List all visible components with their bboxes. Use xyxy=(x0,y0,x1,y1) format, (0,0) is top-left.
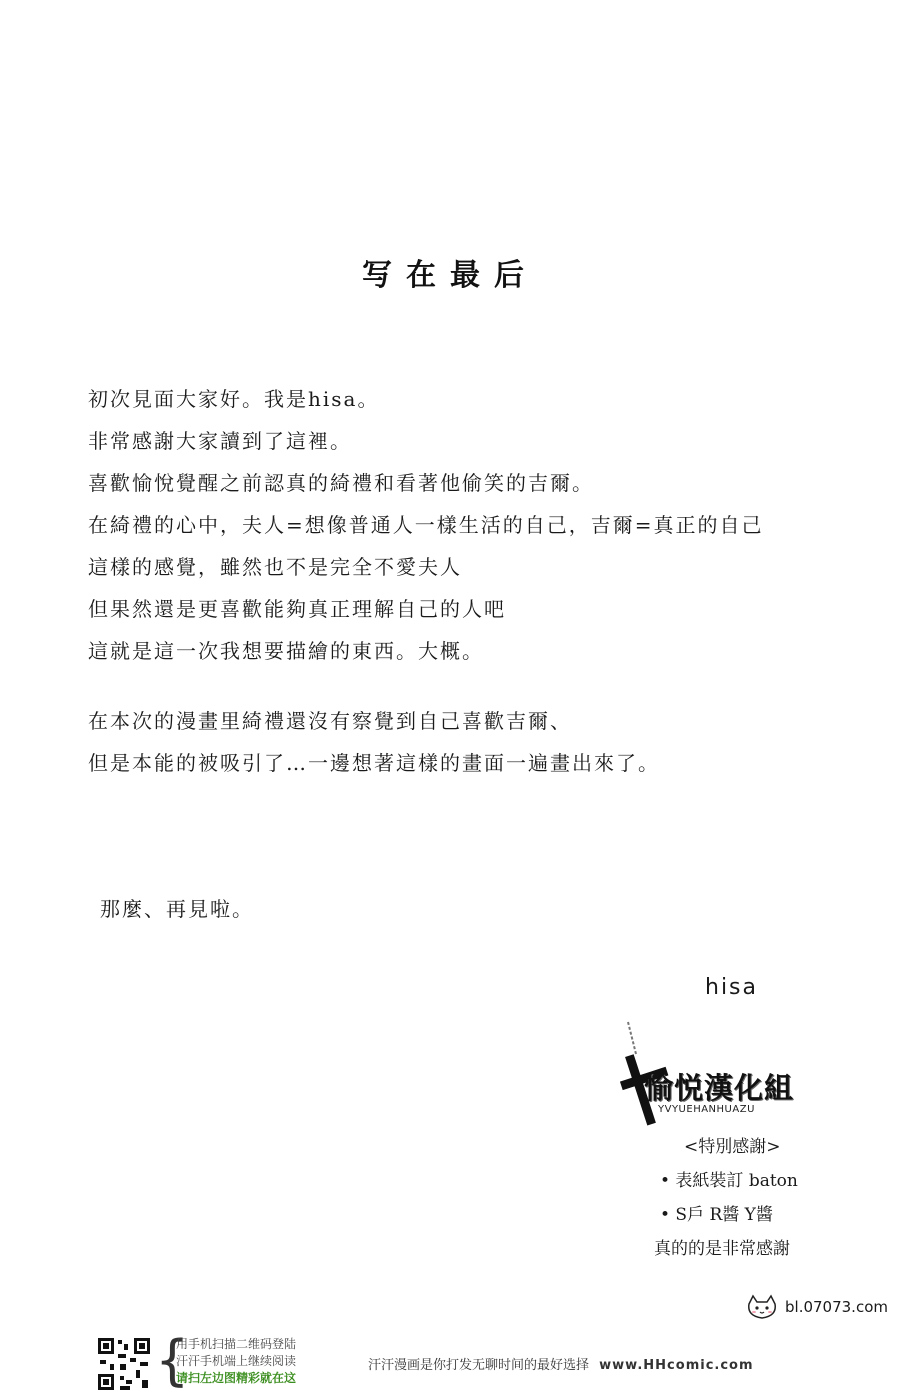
watermark-url[interactable]: bl.07073.com xyxy=(785,1298,888,1316)
site-watermark xyxy=(745,1292,895,1322)
footer-banner xyxy=(0,1330,900,1400)
footer-line: 用手机扫描二维码登陆 xyxy=(176,1337,297,1351)
slogan-text: 汗汗漫画是你打发无聊时间的最好选择 xyxy=(368,1358,590,1373)
thanks-item: • 表紙裝訂 baton xyxy=(660,1171,798,1191)
afterword-body xyxy=(88,378,868,784)
footer-slogan xyxy=(368,1354,754,1373)
body-line: 非常感謝大家讀到了這裡。 xyxy=(88,429,352,453)
special-thanks xyxy=(630,1130,850,1266)
body-line: 喜歡愉悅覺醒之前認真的綺禮和看著他偷笑的吉爾。 xyxy=(88,471,594,495)
body-line: 在綺禮的心中，夫人=想像普通人一樣生活的自己，吉爾=真正的自己 xyxy=(88,513,764,537)
qr-code-icon[interactable] xyxy=(96,1336,152,1392)
group-logo xyxy=(614,1018,824,1128)
thanks-heading: <特別感謝> xyxy=(684,1137,781,1157)
footer-instructions xyxy=(176,1336,296,1387)
farewell-text: 那麼、再見啦。 xyxy=(100,897,254,921)
logo-title: 愉悦漢化組 xyxy=(644,1071,795,1105)
body-line: 初次見面大家好。我是hisa。 xyxy=(88,387,380,411)
paragraph-gap xyxy=(88,672,868,700)
page-title: 写在最后 xyxy=(362,258,538,293)
footer-line: 汗汗手机端上继续阅读 xyxy=(176,1354,297,1368)
author-signature: hisa xyxy=(705,975,758,1000)
thanks-item: • S戶 R醬 Y醬 xyxy=(660,1205,773,1225)
brace-divider: { xyxy=(155,1329,190,1392)
cat-face-icon xyxy=(745,1294,779,1320)
logo-subtitle: YVYUEHANHUAZU xyxy=(658,1104,755,1115)
footer-line-highlight: 请扫左边图精彩就在这 xyxy=(176,1371,297,1385)
body-line: 但果然還是更喜歡能夠真正理解自己的人吧 xyxy=(88,597,506,621)
body-line: 在本次的漫畫里綺禮還沒有察覺到自己喜歡吉爾、 xyxy=(88,709,572,733)
body-line: 這就是這一次我想要描繪的東西。大概。 xyxy=(88,639,484,663)
body-line: 但是本能的被吸引了…一邊想著這樣的畫面一遍畫出來了。 xyxy=(88,751,660,775)
footer-url-link[interactable]: www.HHcomic.com xyxy=(599,1358,754,1373)
body-line: 這樣的感覺，雖然也不是完全不愛夫人 xyxy=(88,555,462,579)
thanks-closing: 真的的是非常感謝 xyxy=(654,1239,790,1259)
